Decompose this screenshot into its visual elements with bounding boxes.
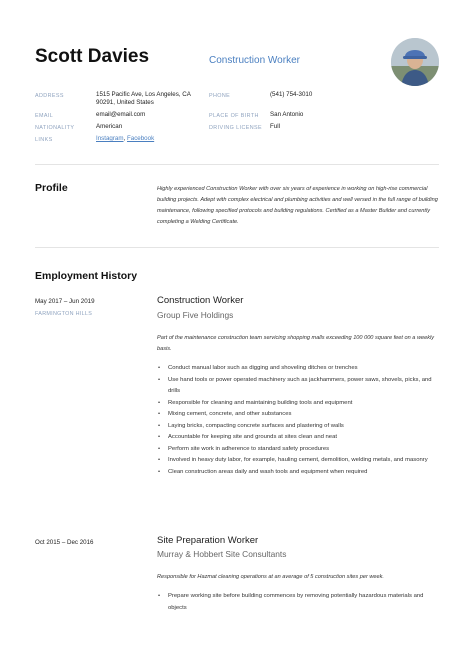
job-company: Group Five Holdings (157, 310, 234, 320)
list-item: • Clean construction areas daily and wash tools and equipment when required (157, 467, 439, 479)
job-duties-list (157, 363, 439, 478)
divider (35, 164, 439, 165)
job-dates: Oct 2015 – Dec 2016 (35, 539, 94, 546)
nationality-label: NATIONALITY (35, 125, 75, 131)
list-item: • Perform site work in adherence to standard safety procedures (157, 444, 439, 456)
address-line-1: 1515 Pacific Ave, Los Angeles, CA (96, 91, 191, 98)
license-value: Full (270, 123, 280, 130)
job-location: FARMINGTON HILLS (35, 311, 93, 317)
list-item: • Use hand tools or power operated machinery such as jackhammers, power saws, shovels, picks, and drills (157, 375, 439, 398)
links-list (96, 135, 154, 143)
email-value: email@email.com (96, 111, 146, 118)
links-label: LINKS (35, 137, 53, 143)
job-duties-list (157, 591, 439, 614)
list-item: • Mixing cement, concrete, and other substances (157, 409, 439, 421)
avatar (391, 38, 439, 86)
email-label: EMAIL (35, 113, 54, 119)
job-role: Construction Worker (157, 295, 244, 306)
list-item: • Prepare working site before building commences by removing potentially hazardous materials and objects (157, 591, 439, 614)
job-dates: May 2017 – Jun 2019 (35, 298, 95, 305)
list-item: • Conduct manual labor such as digging and shoveling ditches or trenches (157, 363, 439, 375)
address-label: ADDRESS (35, 93, 64, 99)
address-line-2: 90291, United States (96, 99, 154, 106)
list-item: • Responsible for cleaning and maintaining building tools and equipment (157, 398, 439, 410)
employment-heading: Employment History (35, 270, 138, 282)
phone-value: (541) 754-3010 (270, 91, 313, 98)
phone-label: PHONE (209, 93, 231, 99)
birth-label: PLACE OF BIRTH (209, 113, 259, 119)
list-item: • Accountable for keeping site and grounds at sites clean and neat (157, 432, 439, 444)
list-item: • Involved in heavy duty labor, for example, hauling cement, demolition, welding metals, and masonry (157, 455, 439, 467)
nationality-value: American (96, 123, 123, 130)
profile-heading: Profile (35, 182, 68, 194)
job-description: Part of the maintenance construction team servicing shopping malls exceeding 100 000 square feet on a weekly basis. (157, 335, 435, 352)
link-separator: , (123, 135, 126, 142)
list-item: • Laying bricks, compacting concrete surfaces and plastering of walls (157, 421, 439, 433)
profile-photo-icon (391, 38, 439, 86)
job-company: Murray & Hobbert Site Consultants (157, 549, 287, 559)
license-label: DRIVING LICENSE (209, 125, 263, 131)
job-description: Responsible for Hazmat cleaning operations at an average of 5 construction sites per week. (157, 574, 384, 580)
job-title: Construction Worker (209, 55, 300, 66)
profile-text: Highly experienced Construction Worker with over six years of experience in working on high-rise commercial building projects. Adept with complex electrical and plumbing activities and well versed in the full range of building maintenance, following specified protocols and building regulations. Certified as a Master Builder and currently completing a Welding Certificate. (157, 186, 438, 225)
facebook-link[interactable]: Facebook (126, 135, 155, 142)
job-role: Site Preparation Worker (157, 535, 259, 546)
divider (35, 247, 439, 248)
birth-value: San Antonio (270, 111, 304, 118)
instagram-link[interactable]: Instagram (96, 135, 124, 142)
candidate-name: Scott Davies (35, 46, 150, 67)
